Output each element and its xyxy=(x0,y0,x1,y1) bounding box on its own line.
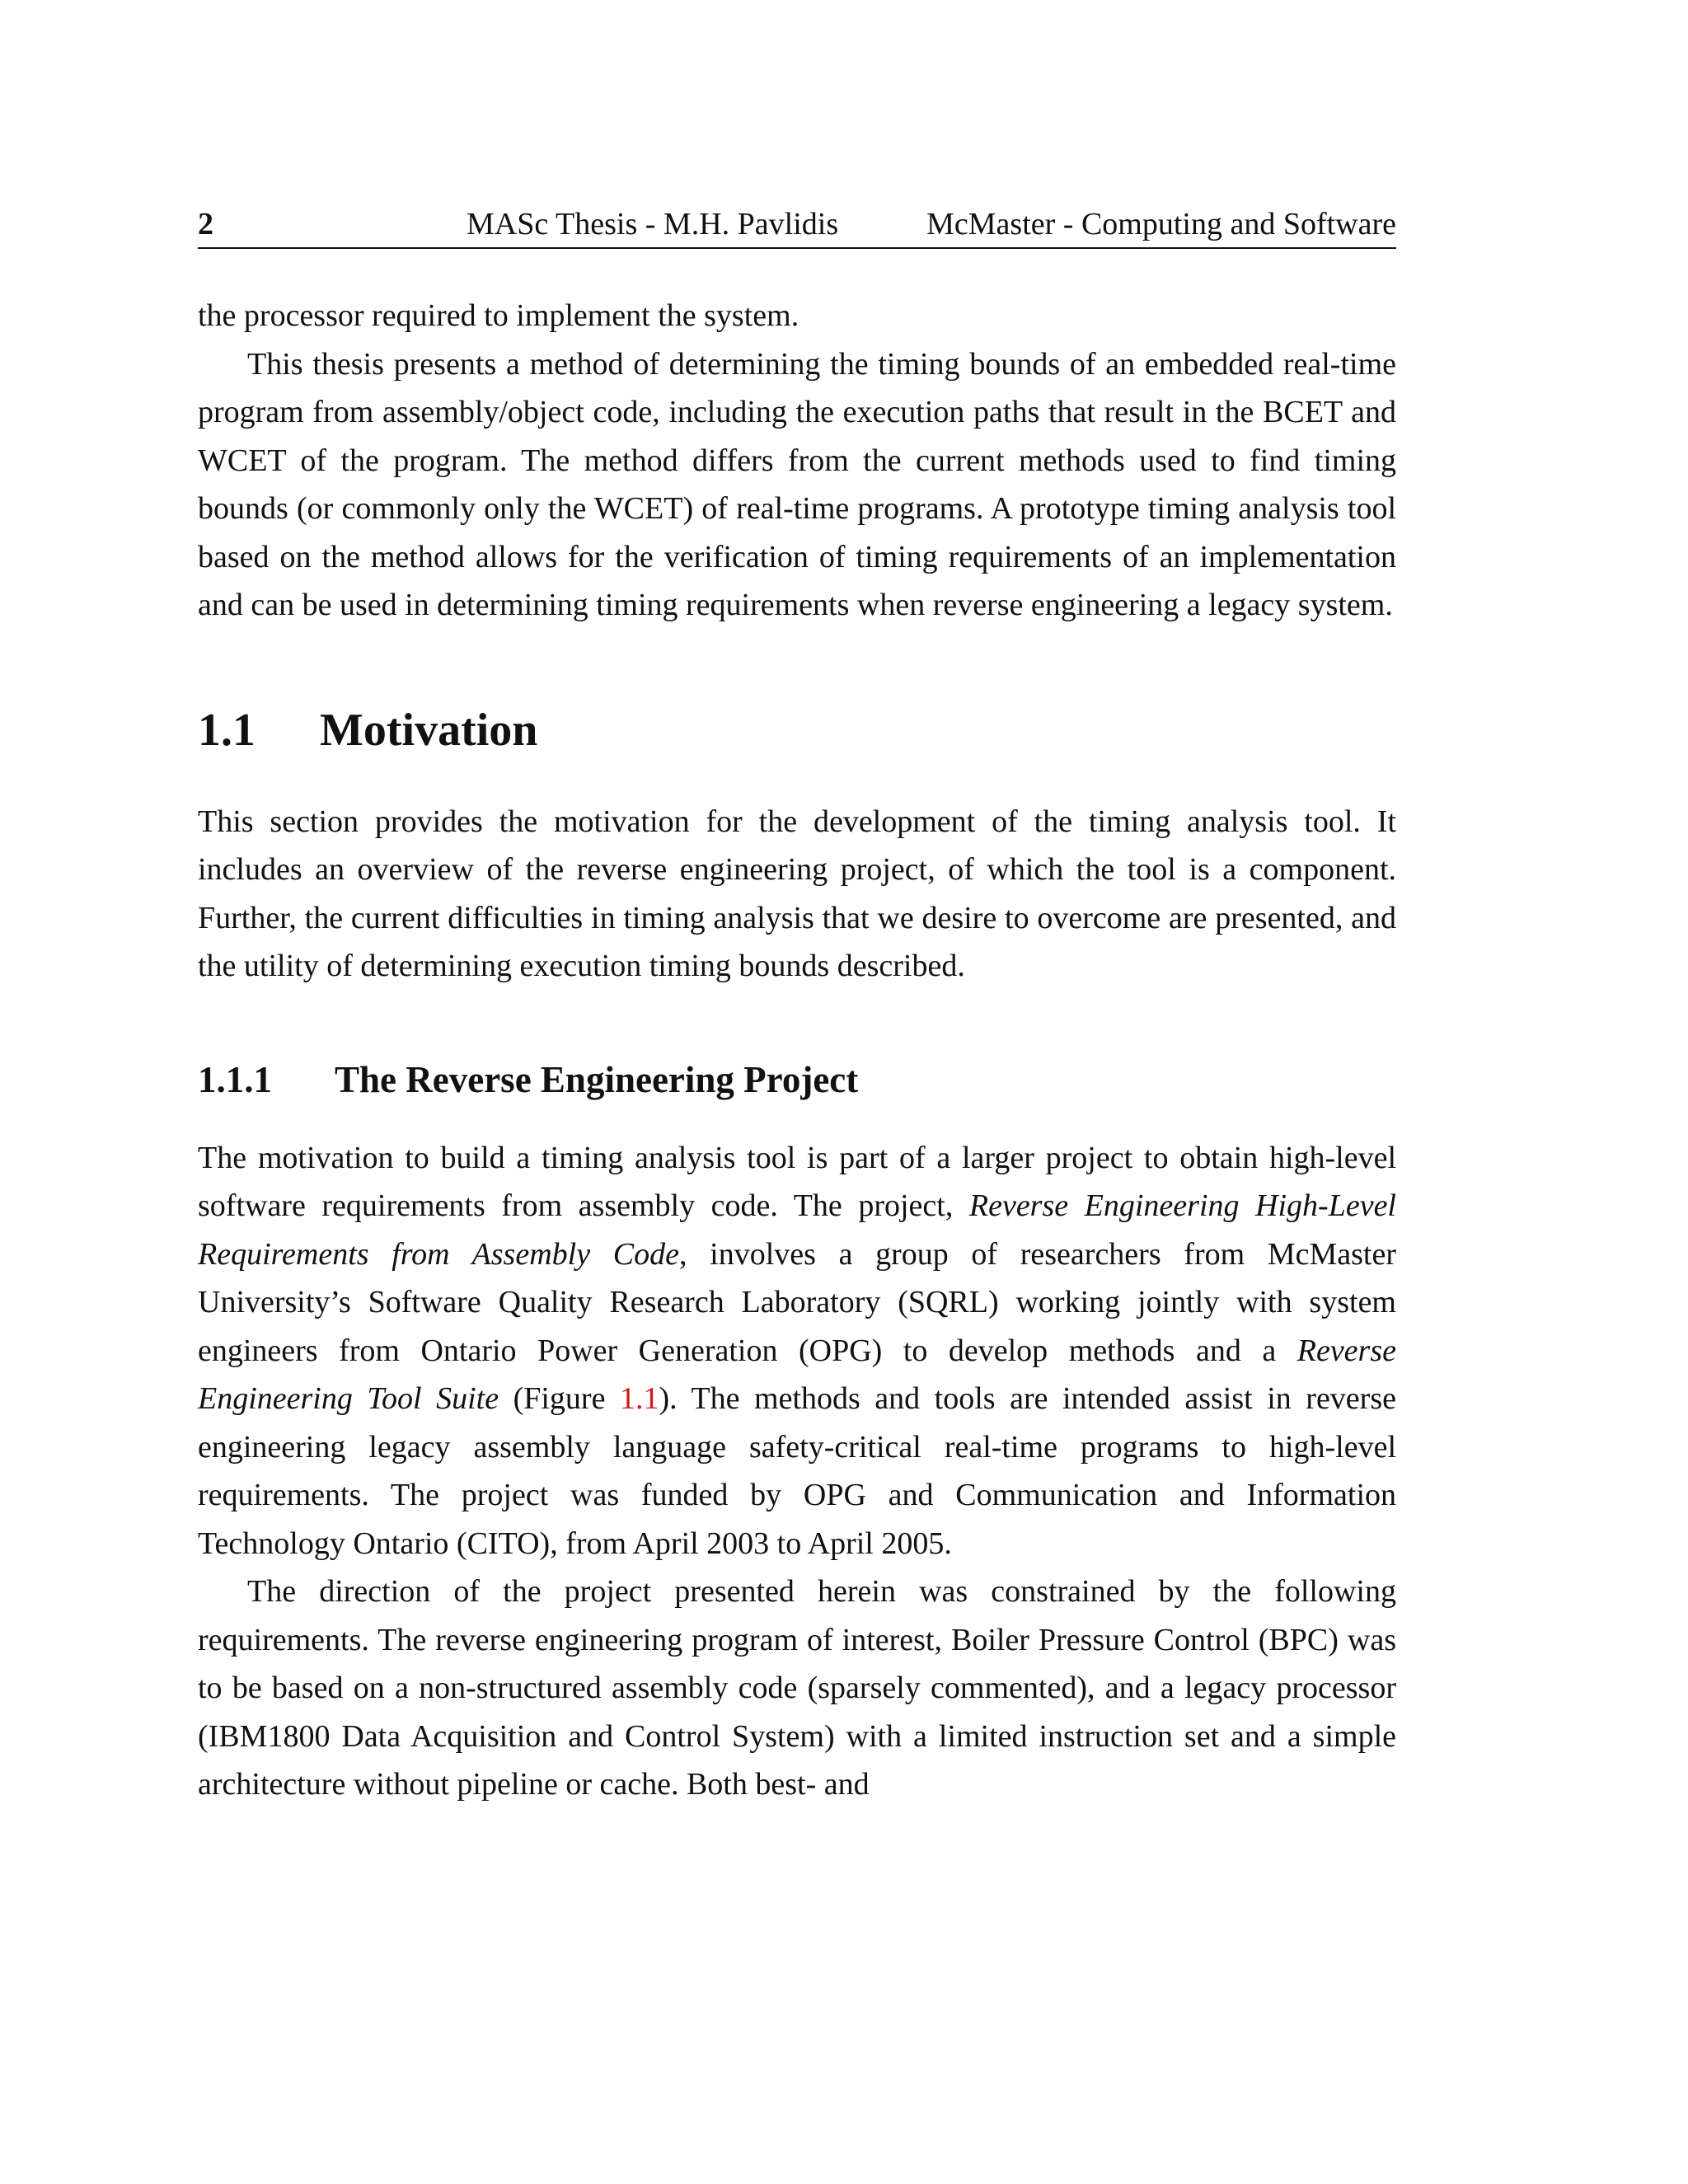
subsection-number: 1.1.1 xyxy=(198,1058,272,1100)
running-header xyxy=(198,206,1396,249)
paragraph-thesis-summary: This thesis presents a method of determining the timing bounds of an embedded real-time program from assembly/object code, including the execution paths that result in the BCET and WCET of the program. The method differs from the current methods used to find timing bounds (or commonly only the WCET) of real-time programs. A prototype timing analysis tool based on the method allows for the verification of timing requirements of an implementation and can be used in determining timing requirements when reverse engineering a legacy system. xyxy=(198,346,1396,622)
text-run: The motivation to build a timing analysis tool is part of a larger project to obtain high-level software requirements from assembly code. The project, xyxy=(198,1140,1396,1223)
section-title: Motivation xyxy=(320,704,538,756)
italic-project-title: Reverse Engineering High-Level Requirements from Assembly Code xyxy=(198,1188,1396,1272)
page-number: 2 xyxy=(198,207,213,241)
text-run: (Figure xyxy=(499,1381,620,1416)
paragraph-continuation: the processor required to implement the system. xyxy=(198,298,799,333)
paragraph-motivation: This section provides the motivation for the development of the timing analysis tool. It includes an overview of the reverse engineering project, of which the tool is a component. Further, the current difficulties in timing analysis that we desire to overcome are presented, and the utility of determining execution timing bounds described. xyxy=(198,804,1396,983)
header-institution: McMaster - Computing and Software xyxy=(926,207,1396,241)
subsection-title: The Reverse Engineering Project xyxy=(335,1058,859,1100)
text-run: ). The methods and tools are intended assist in reverse engineering legacy assembly language safety-critical real-time programs to high-level requirements. The project was funded by OPG and Communication and Information Technology Ontario (CITO), from April 2003 to April 2005. xyxy=(198,1381,1396,1561)
italic-tool-suite: Reverse Engineering Tool Suite xyxy=(198,1333,1396,1416)
paragraph-project-constraints: The direction of the project presented herein was constrained by the following requirements. The reverse engineering program of interest, Boiler Pressure Control (BPC) was to be based on a non-structured assembly code (sparsely commented), and a legacy processor (IBM1800 Data Acquisition and Control System) with a limited instruction set and a simple architecture without pipeline or cache. Both best- and xyxy=(198,1574,1396,1802)
header-thesis-author: MASc Thesis - M.H. Pavlidis xyxy=(467,207,839,241)
figure-reference-link[interactable]: 1.1 xyxy=(619,1381,659,1416)
section-heading-motivation xyxy=(198,704,1396,757)
text-run: , involves a group of researchers from McMaster University’s Software Quality Research Laboratory (SQRL) working jointly with system engineers from Ontario Power Generation (OPG) to develop methods and a xyxy=(198,1236,1396,1368)
document-page xyxy=(198,206,1396,1809)
section-number: 1.1 xyxy=(198,704,256,756)
subsection-heading-reverse-engineering xyxy=(198,1058,1396,1101)
paragraph-project-overview xyxy=(198,1134,1396,1568)
